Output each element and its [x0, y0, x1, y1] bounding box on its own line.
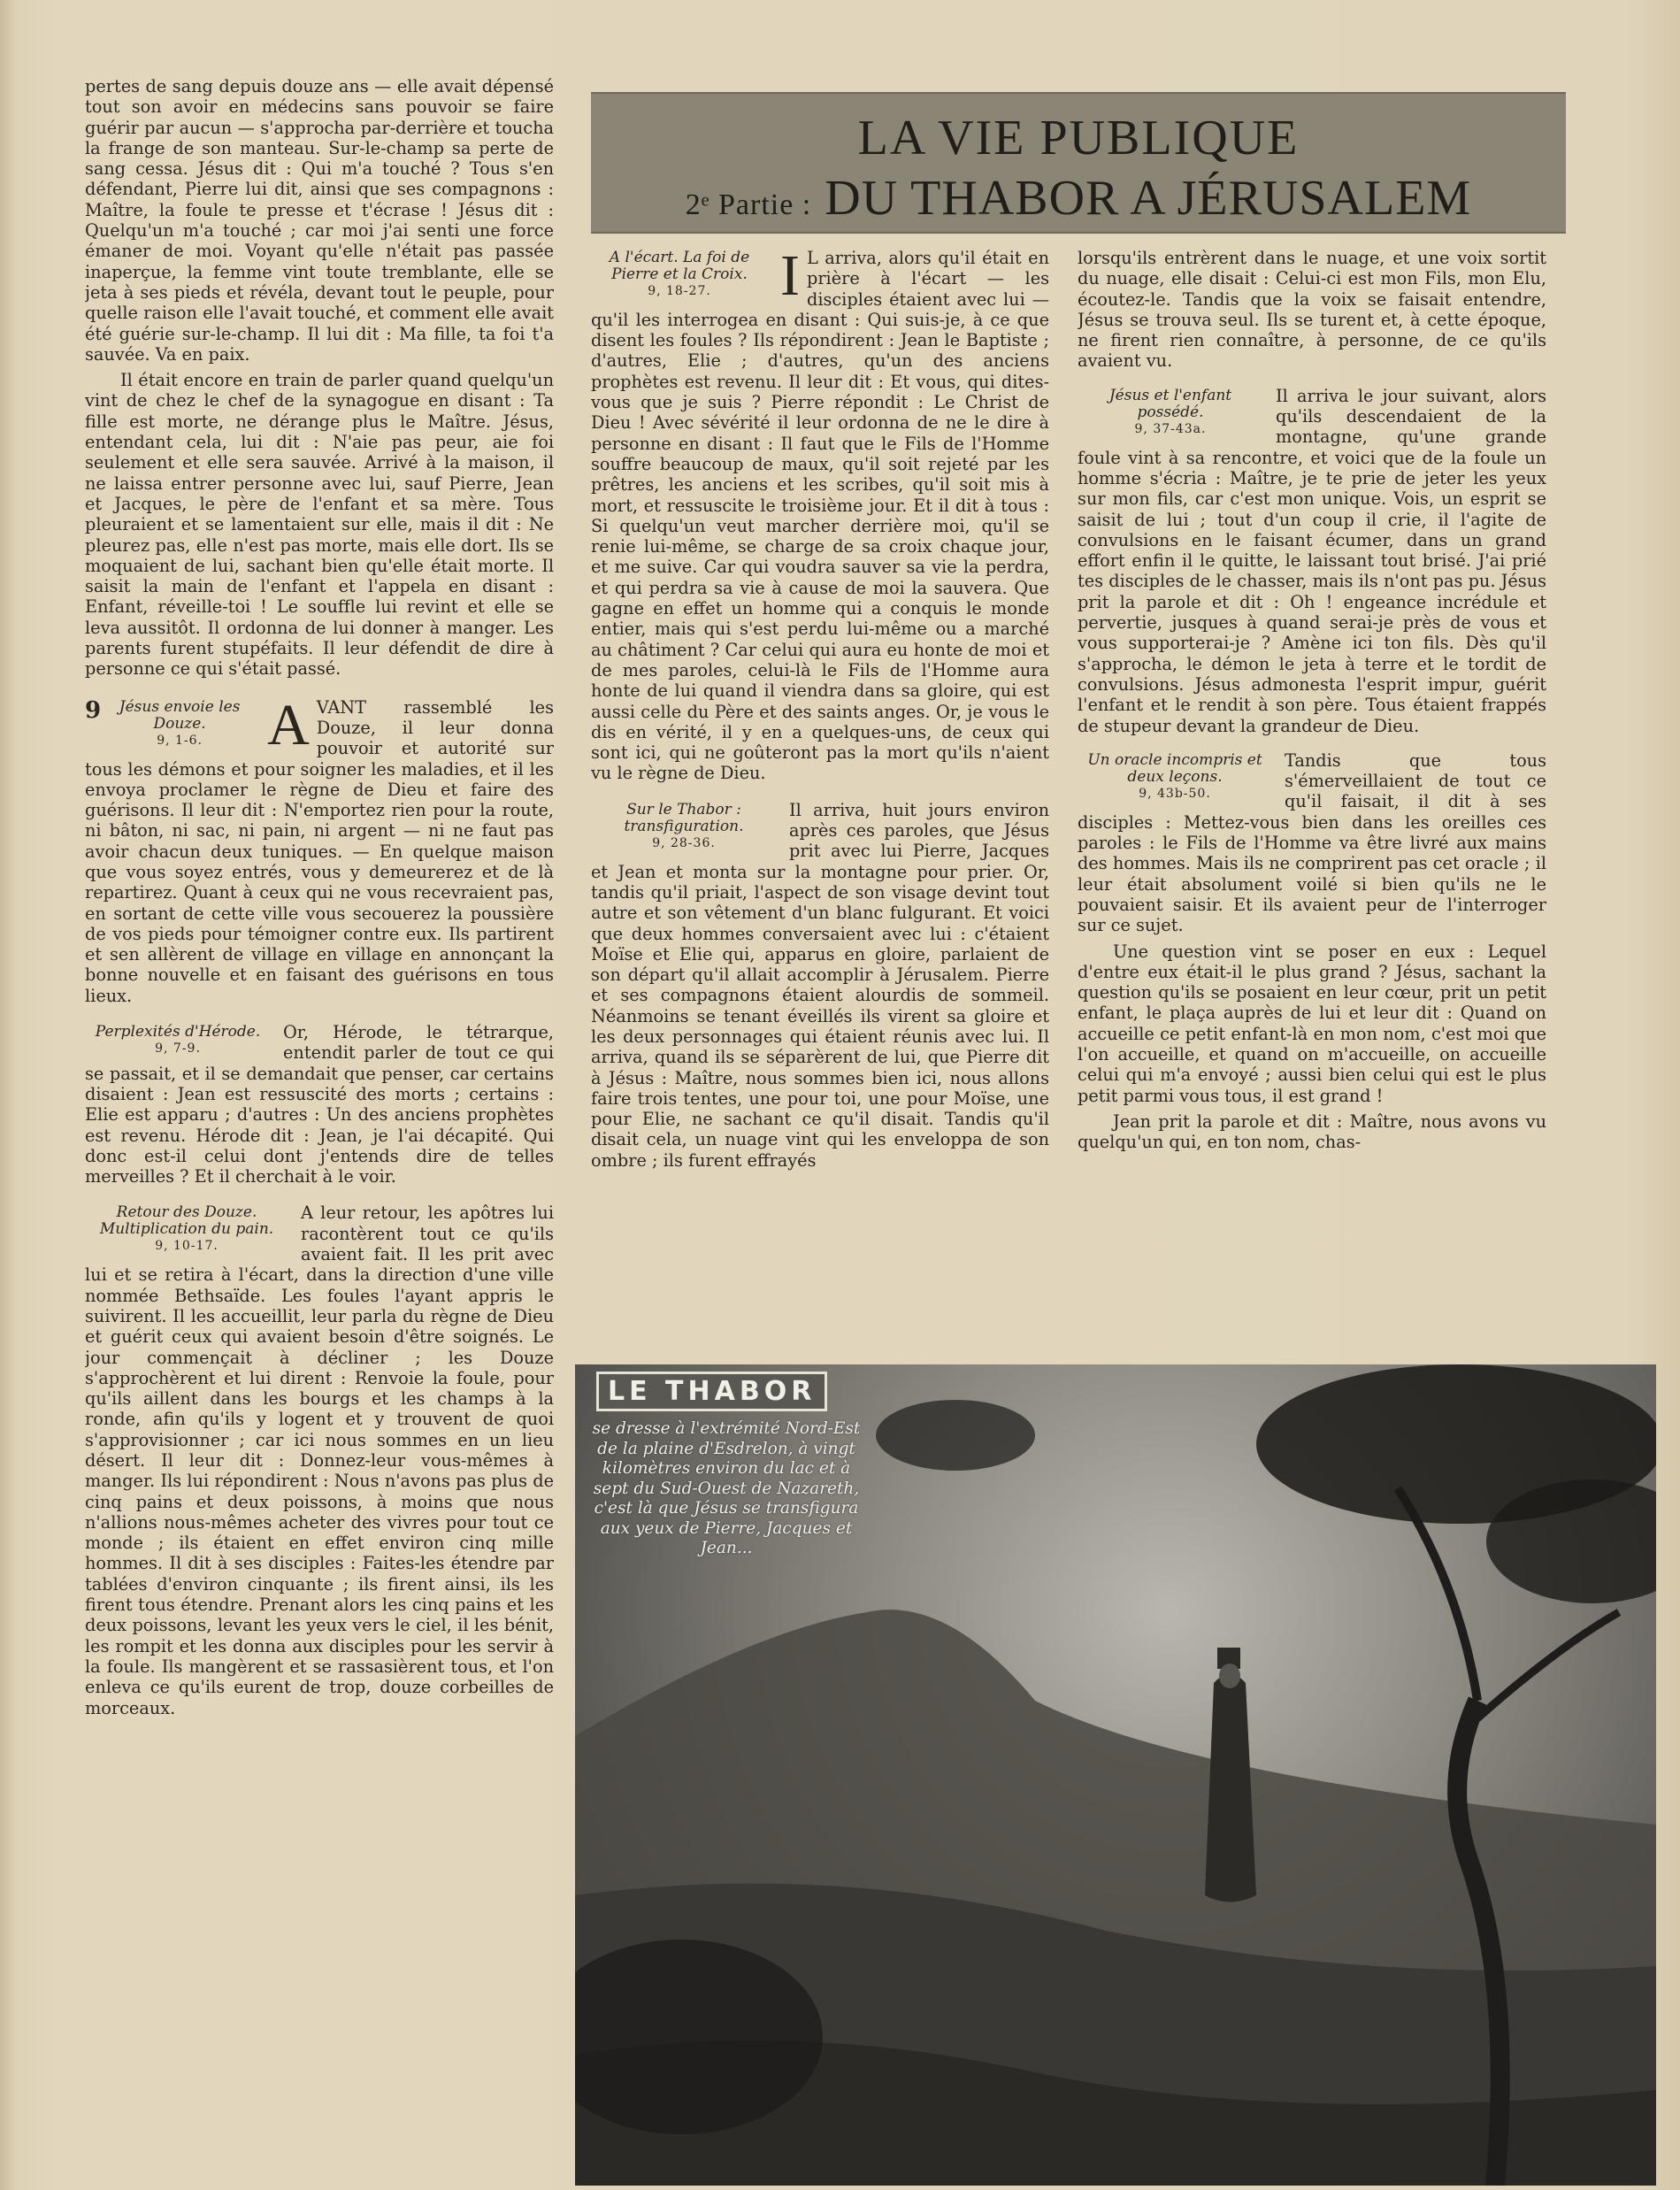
drop-cap: A	[267, 692, 310, 757]
paragraph: Il était encore en train de parler quand quelqu'un vint de chez le chef de la synagogue en disant : Ta fille est morte, ne dérange plus le Maître. Jésus, entendant cela, lui dit : N'aie pas peur, aie foi seulement et elle sera sauvée. Arrivé à la maison, il ne laissa entrer personne avec lui, sauf Pierre, Jean et Jacques, le père de l'enfant et sa mère. Tous pleuraient et se lamentaient sur elle, mais il dit : Ne pleurez pas, elle n'est pas morte, mais elle dort. Ils se moquaient de lui, sachant bien qu'elle était morte. Il saisit la main de l'enfant et l'appela en disant : Enfant, réveille-toi ! Le souffle lui revint et elle se leva aussitôt. Il ordonna de lui donner à manger. Les parents furent stupéfaits. Il leur défendit de dire à personne ce qui s'était passé.	[85, 370, 554, 680]
text-column-right	[1078, 248, 1546, 1345]
rubric-title: Sur le Thabor : transfiguration.	[624, 800, 744, 835]
rubric-title: Jésus et l'enfant possédé.	[1108, 386, 1232, 421]
section-text: Il arriva le jour suivant, alors qu'ils descendaient de la montagne, qu'une grande foule vint à sa rencontre, et voici que de la foule un homme s'écria : Maître, je te prie de jeter les yeux sur mon fils, car c'est mon unique. Vois, un esprit se saisit de lui ; tout d'un coup il crie, il l'agite de convulsions en le faisant écumer, dans un grand effort enfin il le quitte, le laissant tout brisé. J'ai prié tes disciples de le chasser, mais ils n'ont pas pu. Jésus prit la parole et dit : Oh ! engeance incrédule et pervertie, jusques à quand serai-je près de vous et vous supporterai-je ? Amène ici ton fils. Dès qu'il s'approcha, le démon le jeta à terre et le tordit de convulsions. Jésus admonesta l'esprit impur, guérit l'enfant et le rendit à son père. Tous étaient frappés de stupeur devant la grandeur de Dieu.	[1078, 385, 1546, 736]
rubric	[1078, 752, 1272, 803]
section-oracle	[1078, 750, 1546, 936]
section-number: 9	[85, 696, 102, 724]
paragraph: Une question vint se poser en eux : Lequel d'entre eux était-il le plus grand ? Jésus, sachant la question qu'ils se posaient en leur cœur, prit un petit enfant, le plaça auprès de lui et leur dit : Quand on accueille ce petit enfant-là en mon nom, c'est moi que l'on accueille, et quand on m'accueille, on accueille celui qui m'a envoyé ; aussi bien celui qui est le plus petit parmi vous tous, il est grand !	[1078, 941, 1546, 1106]
page-title: LA VIE PUBLIQUE	[857, 111, 1300, 165]
rubric-title: Un oracle incompris et deux leçons.	[1087, 750, 1262, 786]
photo-label: LE THABOR	[596, 1372, 827, 1411]
small-caps: L	[806, 248, 818, 268]
rubric	[1078, 388, 1263, 438]
section-enfant	[1078, 386, 1546, 736]
rubric-ref: 9, 10-17.	[155, 1239, 219, 1254]
section-herode	[85, 1022, 554, 1187]
section-text: Il arriva, huit jours environ après ces paroles, que Jésus prit avec lui Pierre, Jacques et Jean et monta sur la montagne pour prier. Or, tandis qu'il priait, l'aspect de son visage devint tout autre et son vêtement d'un blanc fulgurant. Et voici que deux hommes conversaient avec lui : c'étaient Moïse et Elie qui, apparus en gloire, parlaient de son départ qu'il allait accomplir à Jérusalem. Pierre et ses compagnons étaient alourdis de sommeil. Néanmoins se tenant éveillés ils virent sa gloire et les deux personnages qui étaient réunis avec lui. Il arriva, quand ils se séparèrent de lui, que Pierre dit à Jésus : Maître, nous sommes bien ici, nous allons faire trois tentes, une pour toi, une pour Moïse, une pour Elie, ne sachant ce qu'il disait. Tandis qu'il disait cela, un nuage vint qui les enveloppa de son ombre ; ils furent effrayés	[591, 799, 1049, 1171]
page-subtitle	[591, 170, 1566, 227]
rubric-ref: 9, 28-36.	[652, 835, 716, 850]
thabor-photo	[575, 1364, 1656, 2186]
part-title: DU THABOR A JÉRUSALEM	[825, 171, 1472, 226]
rubric-title: A l'écart. La foi de Pierre et la Croix.	[609, 249, 750, 283]
rubric	[591, 802, 777, 852]
section-ecart	[591, 248, 1049, 784]
rubric	[591, 250, 768, 300]
rubric-ref: 9, 7-9.	[155, 1041, 201, 1057]
section-retour	[85, 1203, 554, 1717]
small-caps: VANT	[316, 696, 367, 718]
rubric-title: Perplexités d'Hérode.	[95, 1023, 261, 1041]
paragraph: lorsqu'ils entrèrent dans le nuage, et une voix sortit du nuage, elle disait : Celui-ci est mon Fils, mon Elu, écoutez-le. Tandis que la voix se faisait entendre, Jésus se trouva seul. Ils se turent et, à cette époque, ne firent rien connaître, à personne, de ce qu'ils avaient vu.	[1078, 248, 1546, 372]
drop-cap: I	[780, 248, 800, 308]
title-banner	[591, 92, 1566, 234]
section-text: A leur retour, les apôtres lui racontèrent tout ce qu'ils avaient fait. Il les prit avec lui et se retira à l'écart, dans la direction d'une ville nommée Bethsaïde. Les foules l'ayant appris le suivirent. Il les accueillit, leur parla du règne de Dieu et guérit ceux qui avaient besoin d'être soignés. Le jour commençait à décliner ; les Douze s'approchèrent et lui dirent : Renvoie la foule, pour qu'ils aillent dans les bourgs et les champs à la ronde, afin qu'ils y logent et y trouvent de quoi s'approvisionner ; car ici nous sommes en un lieu désert. Il leur dit : Donnez-leur vous-mêmes à manger. Ils lui répondirent : Nous n'avons pas plus de cinq pains et deux poissons, à moins que nous n'allions nous-mêmes acheter des vivres pour tout ce monde ; ils étaient en effet environ cinq mille hommes. Il dit à ses disciples : Faites-les étendre par tablées d'environ cinquante ; ils firent ainsi, ils les firent tous étendre. Prenant alors les cinq pains et les deux poissons, levant les yeux vers le ciel, il les bénit, les rompit et les donna aux disciples pour les servir à la foule. Ils mangèrent et se rassasièrent tous, et l'on enleva ce qu'ils eurent de trop, douze corbeilles de morceaux.	[85, 1203, 554, 1718]
part-label: 2ᵉ Partie :	[685, 188, 812, 221]
text-column-left	[85, 76, 554, 2094]
rubric-ref: 9, 43b-50.	[1139, 786, 1211, 801]
rubric-ref: 9, 37-43a.	[1134, 421, 1207, 436]
paragraph: Jean prit la parole et dit : Maître, nous avons vu quelqu'un qui, en ton nom, chas-	[1078, 1110, 1546, 1153]
rubric-ref: 9, 18-27.	[648, 284, 711, 298]
section-text: arriva, alors qu'il était en prière à l'écart — les disciples étaient avec lui — qu'il les interrogea en disant : Qui suis-je, à ce que disent les foules ? Ils répondirent : Jean le Baptiste ; d'autres, Elie ; d'autres, qu'un des anciens prophètes est revenu. Il leur dit : Et vous, qui dites-vous que je suis ? Pierre répondit : Le Christ de Dieu ! Avec sévérité il leur ordonna de ne le dire à personne en disant : Il faut que le Fils de l'Homme souffre beaucoup de maux, qu'il soit rejeté par les prêtres, les anciens et les scribes, qu'il soit mis à mort, et ressuscite le troisième jour. Et il dit à tous : Si quelqu'un veut marcher derrière moi, qu'il se renie lui-même, se charge de sa croix chaque jour, et me suive. Car qui voudra sauver sa vie la perdra, et qui perdra sa vie à cause de moi la sauvera. Que gagne en effet un homme qui a conquis le monde entier, mais qui s'est perdu lui-même ou a marché au châtiment ? Car celui qui aura eu honte de moi et de mes paroles, celui-là le Fils de l'Homme aura honte de lui quand il viendra dans sa gloire, qui est aussi celle du Père et des saints anges. Or, je vous le dis en vérité, il y en a quelques-uns, de ceux qui sont ici, qui ne goûteront pas la mort qu'ils n'aient vu le règne de Dieu.	[591, 248, 1049, 784]
rubric-title: Jésus envoie les Douze.	[119, 697, 241, 733]
rubric-title: Retour des Douze. Multiplication du pain.	[99, 1203, 274, 1239]
section-text: Tandis que tous s'émerveillaient de tout ce qu'il faisait, il dit à ses disciples : Mettez-vous bien dans les oreilles ces paroles : le Fils de l'Homme va être livré aux mains des hommes. Mais ils ne comprirent pas cet oracle ; il leur était absolument voilé si bien qu'ils ne le pouvaient saisir. Et ils avaient peur de l'interroger sur ce sujet.	[1078, 749, 1546, 936]
section-text: Or, Hérode, le tétrarque, entendit parler de tout ce qui se passait, et il se demandait que penser, car certains disaient : Jean est ressuscité des morts ; certains : Elie est apparu ; d'autres : Un des anciens prophètes est revenu. Hérode dit : Jean, je l'ai décapité. Qui donc est-il celui dont j'entends dire de telles merveilles ? Et il cherchait à le voir.	[85, 1022, 554, 1187]
rubric	[85, 1024, 271, 1057]
rubric	[104, 699, 255, 749]
paragraph: pertes de sang depuis douze ans — elle avait dépensé tout son avoir en médecins sans pouvoir se faire guérir par aucun — s'approcha par-derrière et toucha la frange de son manteau. Sur-le-champ sa perte de sang cessa. Jésus dit : Qui m'a touché ? Tous s'en défendant, Pierre lui dit, ainsi que ses compagnons : Maître, la foule te presse et t'écrase ! Jésus dit : Quelqu'un m'a touché ; car moi j'ai senti une force émaner de moi. Voyant qu'elle n'était pas passée inaperçue, la femme vint toute tremblante, elle se jeta à ses pieds et révéla, devant tout le peuple, pour quelle raison elle l'avait touché, et comment elle avait été guérie sur-le-champ. Il lui dit : Ma fille, ta foi t'a sauvée. Va en paix.	[85, 76, 554, 365]
text-column-middle	[591, 248, 1049, 1345]
rubric-ref: 9, 1-6.	[157, 733, 203, 748]
section-thabor	[591, 800, 1049, 1171]
section-text: rassemblé les Douze, il leur donna pouvoir et autorité sur tous les démons et pour soigner les maladies, et il les envoya proclamer le règne de Dieu et faire des guérisons. Il leur dit : N'emportez rien pour la route, ni bâton, ni sac, ni pain, ni argent — ni ne faut pas avoir chacun deux tuniques. — En quelque maison que vous soyez entrés, vous y demeurerez et de là repartirez. Quant à ceux qui ne vous recevraient pas, en sortant de cette ville vous secouerez la poussière de vos pieds pour témoigner contre eux. Ils partirent et sen allèrent de village en village en annonçant la bonne nouvelle et en faisant des guérisons en tous lieux.	[85, 696, 554, 1006]
section-9	[85, 692, 554, 1006]
photo-caption: se dresse à l'extrémité Nord-Est de la plaine d'Esdrelon, à vingt kilomètres environ du lac et à sept du Sud-Ouest de Nazareth, c'est là que Jésus se transfigura aux yeux de Pierre, Jacques et Jean...	[592, 1419, 861, 1557]
rubric	[85, 1204, 288, 1255]
